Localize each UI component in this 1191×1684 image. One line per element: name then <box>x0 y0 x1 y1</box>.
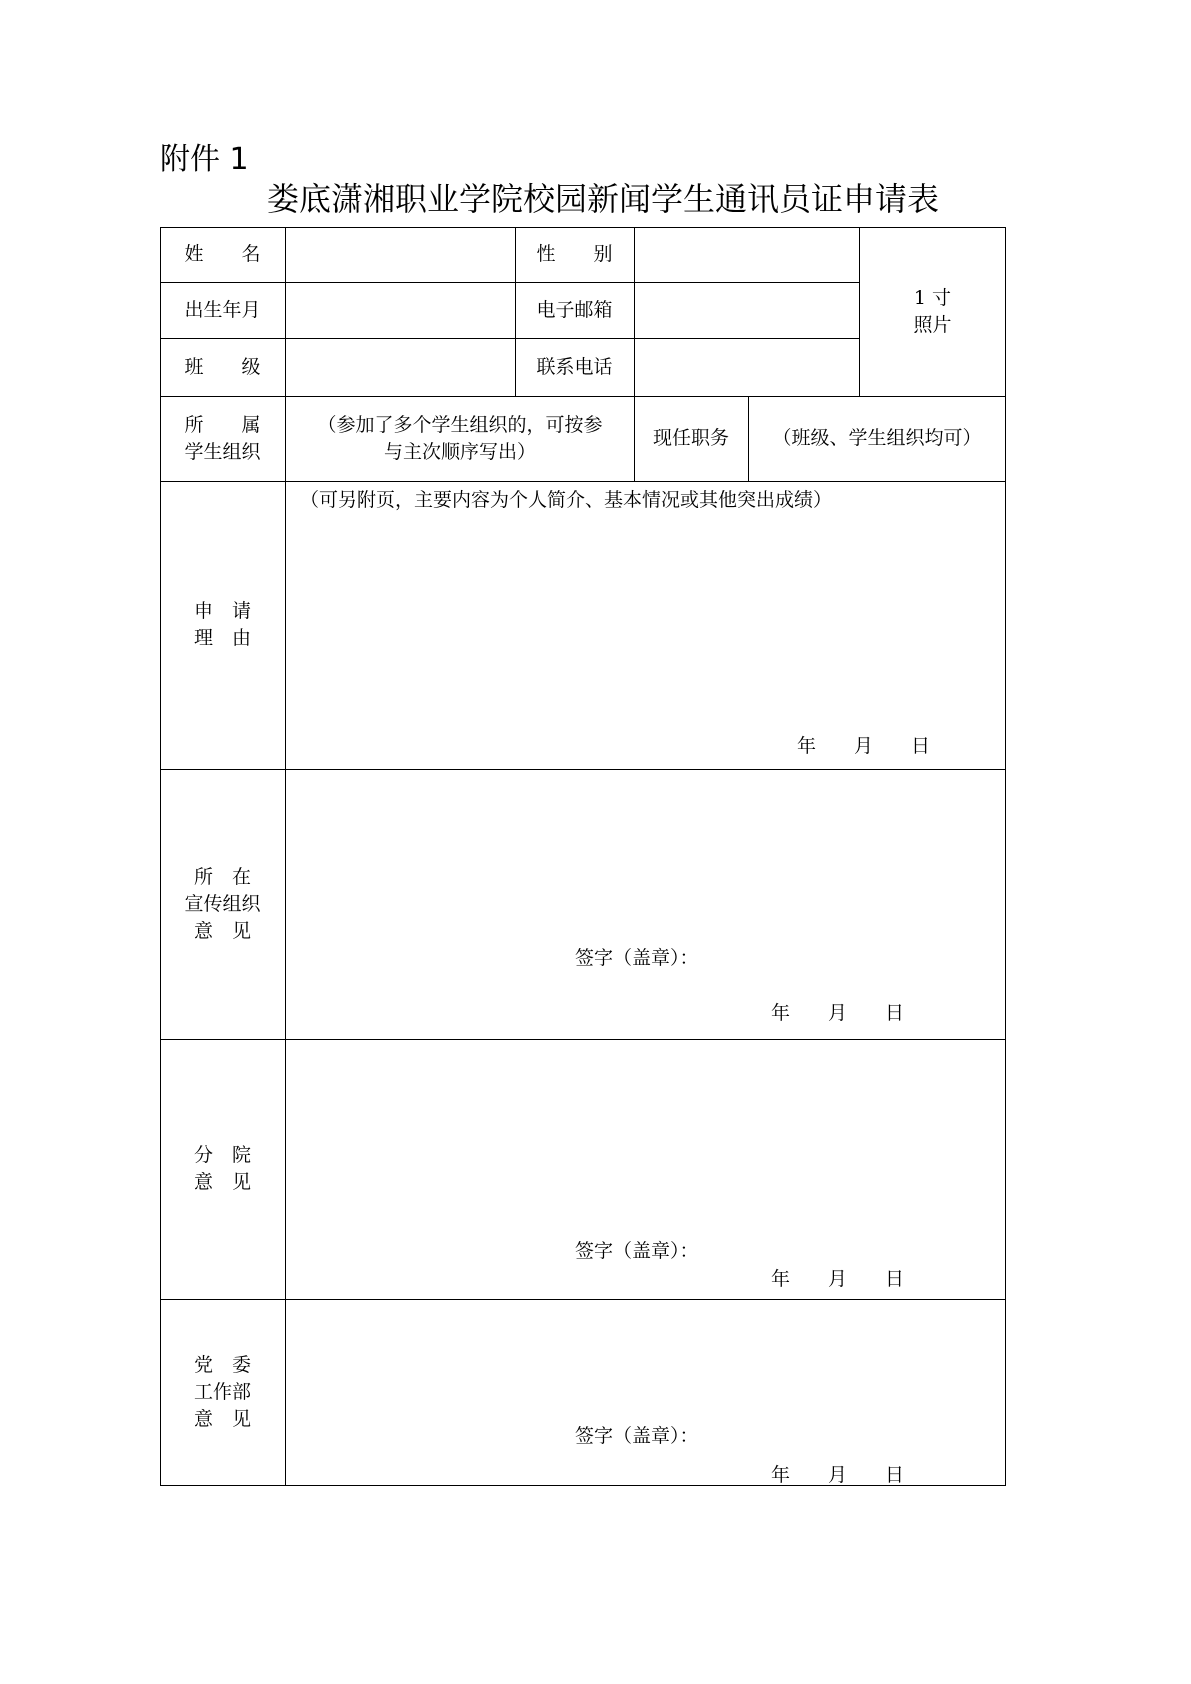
college-label: 分 院 意 见 <box>193 1144 251 1193</box>
reason-hint: （可另附页，主要内容为个人简介、基本情况或其他突出成绩） <box>300 489 833 511</box>
gender-label: 性 别 <box>536 243 613 265</box>
party-committee-field[interactable] <box>286 1300 1005 1485</box>
photo-box[interactable] <box>859 227 1006 396</box>
reason-label: 申 请 理 由 <box>193 600 251 649</box>
organization-label: 所 属 学生组织 <box>184 413 261 463</box>
class-label: 班 级 <box>184 355 261 378</box>
reason-date: 年 月 日 <box>797 735 931 757</box>
birth-label: 出生年月 <box>184 298 261 321</box>
organization-hint: （参加了多个学生组织的，可按参 <box>317 413 603 436</box>
publicity-org-label: 所 在 宣传组织 意 见 <box>184 865 261 942</box>
name-field[interactable] <box>286 228 514 281</box>
organization-field[interactable] <box>286 397 634 480</box>
position-field[interactable] <box>749 397 1005 480</box>
position-label: 现任职务 <box>652 427 729 449</box>
publicity-org-field[interactable] <box>286 770 1005 1038</box>
reason-field[interactable] <box>286 482 1005 768</box>
photo-label: 照片 <box>913 313 952 336</box>
phone-label: 联系电话 <box>536 355 613 378</box>
party-committee-label: 党 委 工作部 意 见 <box>193 1354 251 1430</box>
position-hint: （班级、学生组织均可） <box>772 427 982 449</box>
email-label: 电子邮箱 <box>536 298 613 321</box>
publicity-signature: 签字（盖章）： <box>575 947 699 969</box>
college-signature: 签字（盖章）： <box>575 1240 699 1262</box>
photo-size-label: 1 寸 <box>913 286 952 309</box>
name-label: 姓 名 <box>184 243 261 265</box>
email-field[interactable] <box>635 283 858 337</box>
organization-hint: 与主次顺序写出） <box>383 440 536 463</box>
birth-field[interactable] <box>286 283 514 337</box>
gender-field[interactable] <box>635 228 858 281</box>
class-field[interactable] <box>286 339 514 395</box>
phone-field[interactable] <box>635 339 858 395</box>
college-date: 年 月 日 <box>771 1268 905 1290</box>
form-title: 娄底潇湘职业学院校园新闻学生通讯员证申请表 <box>266 180 939 218</box>
party-date: 年 月 日 <box>771 1464 905 1486</box>
party-signature: 签字（盖章）： <box>575 1425 699 1447</box>
attachment-label: 附件 1 <box>160 142 249 177</box>
publicity-date: 年 月 日 <box>771 1002 905 1024</box>
